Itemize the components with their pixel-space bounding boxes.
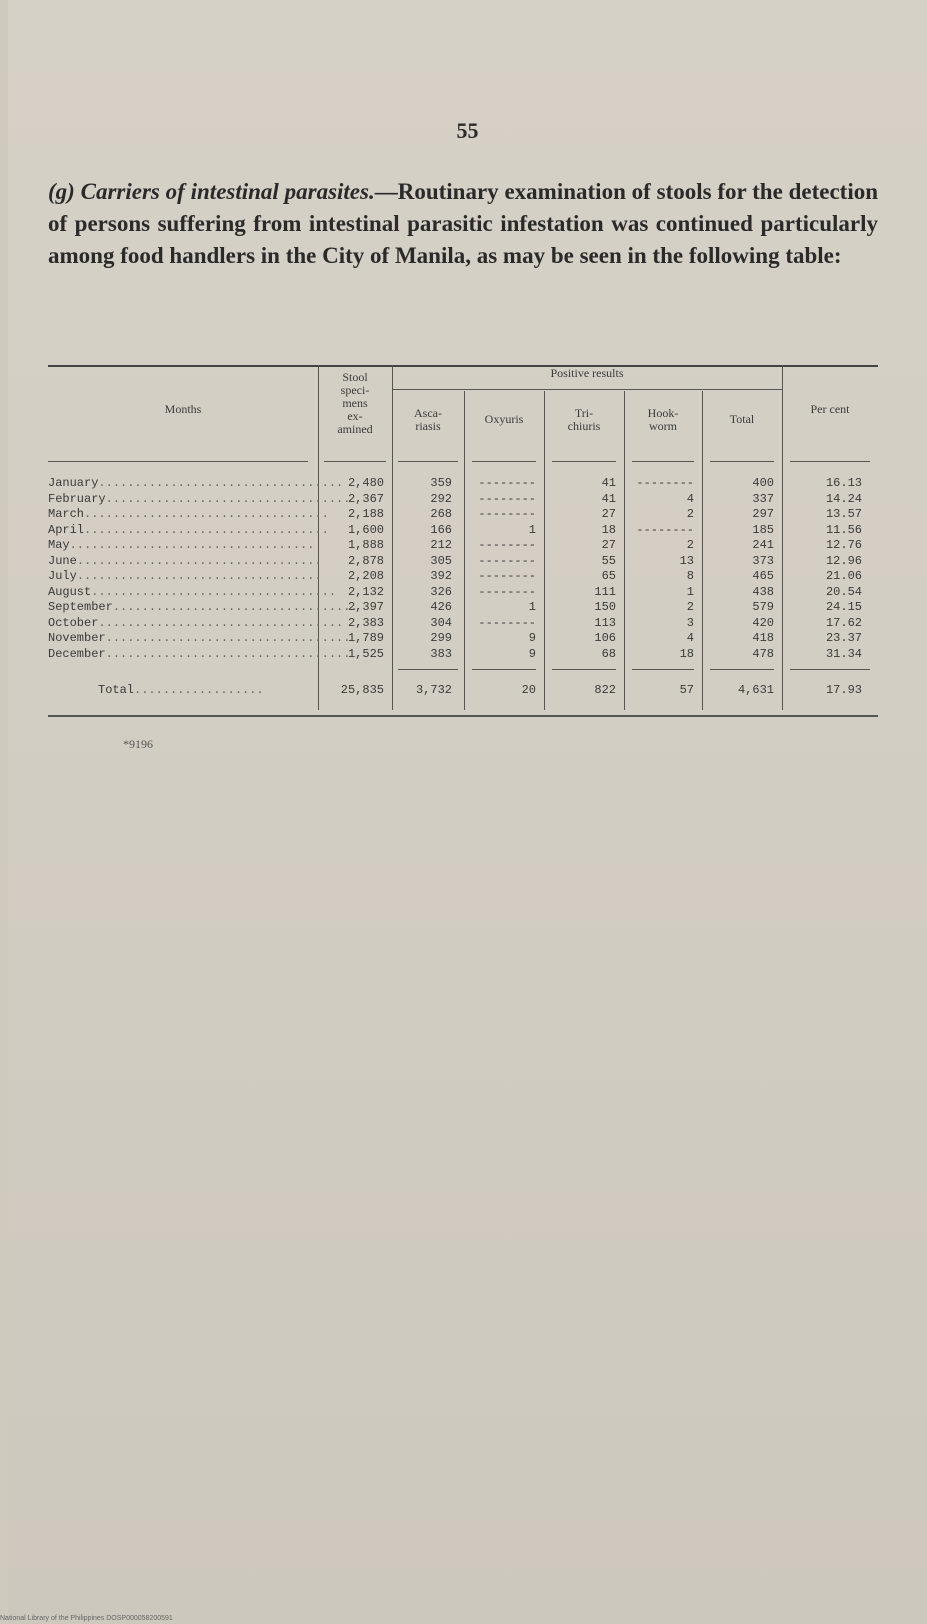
cell-tri: 55 bbox=[601, 553, 616, 568]
cell-stool: 2,383 bbox=[347, 615, 384, 630]
cell-hook: 4 bbox=[686, 631, 694, 645]
cell-total: 373 bbox=[752, 553, 774, 568]
header-stool: Stool speci- mens ex- amined bbox=[337, 370, 373, 436]
total-stool: 25,835 bbox=[340, 683, 384, 697]
cell-asca: 383 bbox=[430, 646, 452, 661]
total-hook: 57 bbox=[679, 683, 694, 697]
cell-asca: 326 bbox=[430, 584, 452, 599]
cell-total: 478 bbox=[752, 646, 774, 661]
cell-hook: -------- bbox=[636, 522, 694, 537]
cell-asca: 392 bbox=[430, 569, 452, 583]
paragraph-body: —Routinary examination of stools for the detection of persons suffering from intestinal parasitic infestation was continued particularly among food handlers in the City of Manila, as may be seen in the following table: bbox=[48, 179, 878, 268]
header-trichiuris: Tri- chiuris bbox=[567, 406, 601, 433]
cell-pct: 23.37 bbox=[825, 631, 862, 645]
cell-total: 579 bbox=[752, 600, 774, 614]
cell-oxy: -------- bbox=[478, 507, 536, 521]
cell-oxy: 1 bbox=[528, 600, 536, 614]
document-page bbox=[8, 0, 927, 1624]
cell-tri: 68 bbox=[601, 646, 616, 661]
cell-pct: 12.76 bbox=[825, 538, 862, 552]
row-month: August.................................. bbox=[48, 584, 337, 599]
cell-hook: 2 bbox=[686, 507, 694, 521]
cell-oxy: -------- bbox=[478, 569, 536, 583]
row-month: January.................................. bbox=[48, 476, 344, 490]
cell-hook: 1 bbox=[686, 584, 694, 599]
header-underline-oxy bbox=[472, 461, 536, 462]
cell-total: 438 bbox=[752, 584, 774, 599]
row-month: April.................................. bbox=[48, 522, 329, 537]
total-underline bbox=[632, 669, 694, 670]
row-month: July.................................. bbox=[48, 569, 322, 583]
paragraph-lead: (g) Carriers of intestinal parasites. bbox=[48, 179, 375, 204]
row-month: May.................................. bbox=[48, 538, 315, 552]
footer-code: *9196 bbox=[123, 737, 153, 751]
total-oxy: 20 bbox=[521, 683, 536, 697]
header-hookworm: Hook- worm bbox=[647, 406, 679, 433]
table-bottom-rule bbox=[48, 715, 878, 717]
row-month: February.................................. bbox=[48, 491, 351, 506]
cell-asca: 212 bbox=[430, 538, 452, 552]
total-total: 4,631 bbox=[737, 683, 774, 697]
cell-tri: 65 bbox=[601, 569, 616, 583]
total-asca: 3,732 bbox=[415, 683, 452, 697]
cell-pct: 11.56 bbox=[825, 522, 862, 537]
cell-hook: 2 bbox=[686, 600, 694, 614]
cell-pct: 13.57 bbox=[825, 507, 862, 521]
page-number: 55 bbox=[456, 118, 479, 143]
cell-stool: 2,480 bbox=[347, 476, 384, 490]
cell-stool: 2,367 bbox=[347, 491, 384, 506]
cell-oxy: 9 bbox=[528, 631, 536, 645]
cell-oxy: -------- bbox=[478, 615, 536, 630]
header-ascariasis: Asca- riasis bbox=[414, 406, 442, 433]
total-underline bbox=[790, 669, 870, 670]
cell-hook: 2 bbox=[686, 538, 694, 552]
cell-stool: 2,878 bbox=[347, 553, 384, 568]
cell-pct: 20.54 bbox=[825, 584, 862, 599]
cell-oxy: 1 bbox=[528, 522, 536, 537]
cell-pct: 12.96 bbox=[825, 553, 862, 568]
row-month: October.................................. bbox=[48, 615, 344, 630]
cell-pct: 17.62 bbox=[825, 615, 862, 630]
cell-oxy: -------- bbox=[478, 553, 536, 568]
header-underline-asca bbox=[398, 461, 458, 462]
cell-hook: -------- bbox=[636, 476, 694, 490]
library-watermark: National Library of the Philippines DOSP000058200591 bbox=[0, 1615, 173, 1622]
header-underline-stool bbox=[324, 461, 386, 462]
total-percent: 17.93 bbox=[825, 683, 862, 697]
cell-oxy: -------- bbox=[478, 538, 536, 552]
header-months: Months bbox=[164, 402, 202, 416]
cell-stool: 2,188 bbox=[347, 507, 384, 521]
cell-tri: 150 bbox=[594, 600, 616, 614]
cell-total: 297 bbox=[752, 507, 774, 521]
total-tri: 822 bbox=[594, 683, 616, 697]
cell-asca: 426 bbox=[430, 600, 452, 614]
cell-asca: 268 bbox=[430, 507, 452, 521]
row-month: September.................................. bbox=[48, 600, 358, 614]
cell-asca: 359 bbox=[430, 476, 452, 490]
cell-oxy: -------- bbox=[478, 491, 536, 506]
cell-total: 241 bbox=[752, 538, 774, 552]
cell-asca: 292 bbox=[430, 491, 452, 506]
carriers-paragraph bbox=[48, 176, 878, 272]
cell-stool: 1,789 bbox=[347, 631, 384, 645]
cell-total: 400 bbox=[752, 476, 774, 490]
row-month: December.................................. bbox=[48, 646, 351, 661]
cell-hook: 4 bbox=[686, 491, 694, 506]
cell-pct: 31.34 bbox=[825, 646, 862, 661]
cell-asca: 305 bbox=[430, 553, 452, 568]
cell-total: 418 bbox=[752, 631, 774, 645]
cell-tri: 111 bbox=[594, 584, 616, 599]
cell-stool: 1,888 bbox=[347, 538, 384, 552]
cell-hook: 18 bbox=[679, 646, 694, 661]
cell-tri: 27 bbox=[601, 538, 616, 552]
header-total: Total bbox=[729, 412, 755, 426]
cell-stool: 2,132 bbox=[347, 584, 384, 599]
positive-results-rule bbox=[392, 389, 782, 390]
cell-asca: 299 bbox=[430, 631, 452, 645]
cell-pct: 24.15 bbox=[825, 600, 862, 614]
header-underline-pct bbox=[790, 461, 870, 462]
header-underline-hook bbox=[632, 461, 694, 462]
header-oxyuris: Oxyuris bbox=[484, 412, 524, 426]
cell-total: 420 bbox=[752, 615, 774, 630]
row-month: June.................................. bbox=[48, 553, 322, 568]
cell-stool: 1,600 bbox=[347, 522, 384, 537]
cell-tri: 113 bbox=[594, 615, 616, 630]
header-underline-months bbox=[48, 461, 308, 462]
cell-tri: 41 bbox=[601, 491, 616, 506]
cell-tri: 106 bbox=[594, 631, 616, 645]
header-percent: Per cent bbox=[810, 402, 850, 416]
header-positive-results: Positive results bbox=[550, 366, 624, 380]
cell-total: 337 bbox=[752, 491, 774, 506]
cell-oxy: -------- bbox=[478, 584, 536, 599]
cell-hook: 3 bbox=[686, 615, 694, 630]
total-row-label: Total.................. bbox=[98, 683, 264, 697]
header-underline-tri bbox=[552, 461, 616, 462]
total-underline bbox=[710, 669, 774, 670]
cell-tri: 27 bbox=[601, 507, 616, 521]
cell-asca: 304 bbox=[430, 615, 452, 630]
total-underline bbox=[472, 669, 536, 670]
cell-pct: 16.13 bbox=[825, 476, 862, 490]
total-underline bbox=[552, 669, 616, 670]
cell-hook: 13 bbox=[679, 553, 694, 568]
row-month: March.................................. bbox=[48, 507, 329, 521]
cell-total: 185 bbox=[752, 522, 774, 537]
cell-pct: 21.06 bbox=[825, 569, 862, 583]
cell-total: 465 bbox=[752, 569, 774, 583]
header-underline-total bbox=[710, 461, 774, 462]
cell-stool: 1,525 bbox=[347, 646, 384, 661]
cell-pct: 14.24 bbox=[825, 491, 862, 506]
cell-tri: 18 bbox=[601, 522, 616, 537]
cell-tri: 41 bbox=[601, 476, 616, 490]
row-month: November.................................. bbox=[48, 631, 351, 645]
cell-asca: 166 bbox=[430, 522, 452, 537]
cell-oxy: 9 bbox=[528, 646, 536, 661]
cell-stool: 2,208 bbox=[347, 569, 384, 583]
cell-oxy: -------- bbox=[478, 476, 536, 490]
cell-stool: 2,397 bbox=[347, 600, 384, 614]
cell-hook: 8 bbox=[686, 569, 694, 583]
total-underline bbox=[398, 669, 458, 670]
